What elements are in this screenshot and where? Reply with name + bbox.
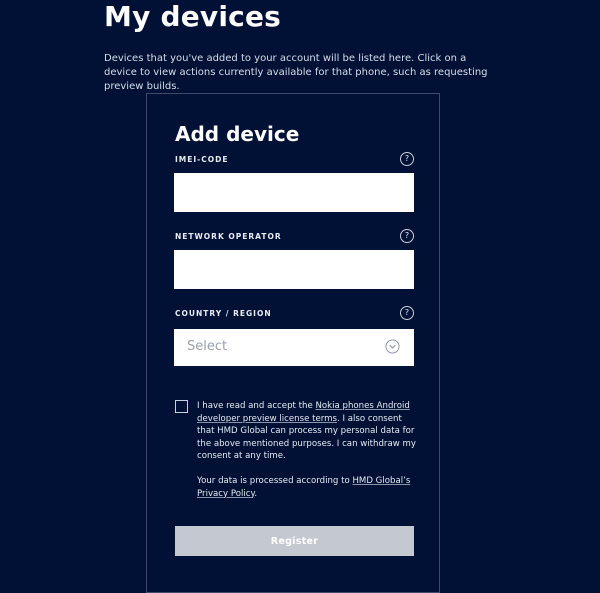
- imei-help-icon[interactable]: ?: [400, 152, 414, 166]
- privacy-policy-link[interactable]: HMD Global’s Privacy Policy: [197, 476, 411, 499]
- consent-checkbox[interactable]: [175, 400, 188, 413]
- imei-label: IMEI-CODE: [175, 155, 229, 164]
- operator-input[interactable]: [174, 250, 414, 289]
- license-terms-link[interactable]: Nokia phones Android developer preview license terms: [197, 401, 410, 424]
- operator-label: NETWORK OPERATOR: [175, 232, 282, 241]
- page-title: My devices: [104, 0, 281, 33]
- consent-text: I have read and accept the Nokia phones Android developer preview license terms. I also consent that HMD Global can process my personal data for the above mentioned purposes. I can withdraw my consent at any time.: [197, 401, 416, 461]
- country-select-value: Select: [187, 339, 228, 354]
- country-select[interactable]: [174, 329, 414, 366]
- country-help-icon[interactable]: ?: [400, 306, 414, 320]
- operator-help-icon[interactable]: ?: [400, 229, 414, 243]
- register-button[interactable]: Register: [175, 526, 414, 556]
- chevron-down-icon: [385, 339, 400, 354]
- country-label: COUNTRY / REGION: [175, 309, 272, 318]
- page-intro: Devices that you've added to your account will be listed here. Click on a device to view actions currently available for that phone, such as requesting preview builds.: [104, 53, 488, 92]
- card-title: Add device: [175, 122, 300, 146]
- add-device-card: [146, 93, 440, 593]
- privacy-text: Your data is processed according to HMD Global’s Privacy Policy.: [197, 476, 411, 499]
- imei-input[interactable]: [174, 173, 414, 212]
